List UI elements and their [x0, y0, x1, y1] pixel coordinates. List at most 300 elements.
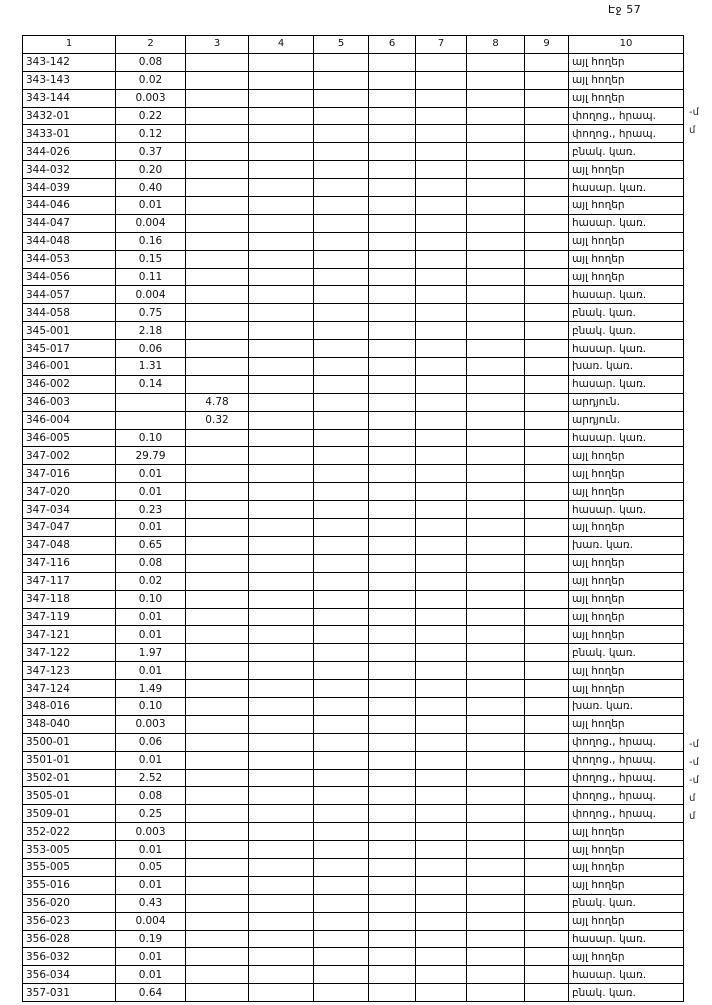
- empty-cell: [369, 465, 416, 483]
- area-value: 0.01: [116, 662, 186, 680]
- column-3-value: [186, 680, 249, 698]
- empty-cell: [416, 894, 467, 912]
- area-value: 2.52: [116, 769, 186, 787]
- empty-cell: [525, 536, 569, 554]
- empty-cell: [369, 501, 416, 519]
- empty-cell: [249, 787, 314, 805]
- empty-cell: [314, 286, 369, 304]
- empty-cell: [314, 340, 369, 358]
- parcel-code: 3509-01: [23, 805, 116, 823]
- empty-cell: [467, 465, 525, 483]
- empty-cell: [249, 912, 314, 930]
- empty-cell: [369, 304, 416, 322]
- empty-cell: [467, 733, 525, 751]
- empty-cell: [467, 429, 525, 447]
- empty-cell: [416, 841, 467, 859]
- empty-cell: [467, 644, 525, 662]
- table-row: [23, 751, 684, 769]
- empty-cell: [525, 966, 569, 984]
- table-row: [23, 501, 684, 519]
- column-3-value: [186, 197, 249, 215]
- table-row: [23, 179, 684, 197]
- empty-cell: [369, 89, 416, 107]
- empty-cell: [314, 393, 369, 411]
- column-3-value: [186, 375, 249, 393]
- empty-cell: [249, 626, 314, 644]
- empty-cell: [314, 626, 369, 644]
- empty-cell: [369, 179, 416, 197]
- empty-cell: [314, 125, 369, 143]
- empty-cell: [369, 268, 416, 286]
- column-3-value: [186, 894, 249, 912]
- table-row: [23, 876, 684, 894]
- empty-cell: [416, 715, 467, 733]
- table-row: [23, 197, 684, 215]
- empty-cell: [369, 536, 416, 554]
- land-use-type: փողոց., հրապ.: [569, 805, 684, 823]
- empty-cell: [467, 375, 525, 393]
- empty-cell: [416, 912, 467, 930]
- empty-cell: [467, 751, 525, 769]
- empty-cell: [416, 161, 467, 179]
- area-value: 0.01: [116, 751, 186, 769]
- land-use-type: այլ հողեր: [569, 465, 684, 483]
- empty-cell: [525, 626, 569, 644]
- empty-cell: [369, 232, 416, 250]
- empty-cell: [467, 286, 525, 304]
- empty-cell: [525, 232, 569, 250]
- area-value: 0.003: [116, 89, 186, 107]
- empty-cell: [369, 733, 416, 751]
- empty-cell: [314, 71, 369, 89]
- empty-cell: [416, 179, 467, 197]
- land-use-type: այլ հողեր: [569, 912, 684, 930]
- column-3-value: [186, 662, 249, 680]
- empty-cell: [314, 197, 369, 215]
- empty-cell: [467, 340, 525, 358]
- empty-cell: [467, 501, 525, 519]
- table-row: [23, 841, 684, 859]
- column-3-value: [186, 626, 249, 644]
- empty-cell: [249, 197, 314, 215]
- empty-cell: [249, 232, 314, 250]
- empty-cell: [314, 841, 369, 859]
- empty-cell: [249, 733, 314, 751]
- empty-cell: [416, 89, 467, 107]
- table-row: [23, 787, 684, 805]
- area-value: 0.01: [116, 483, 186, 501]
- column-3-value: [186, 429, 249, 447]
- land-use-type: այլ հողեր: [569, 858, 684, 876]
- land-use-type: այլ հողեր: [569, 608, 684, 626]
- area-value: 0.08: [116, 554, 186, 572]
- land-use-type: բնակ. կառ.: [569, 322, 684, 340]
- empty-cell: [467, 143, 525, 161]
- empty-cell: [416, 626, 467, 644]
- land-use-type: այլ հողեր: [569, 948, 684, 966]
- column-3-value: [186, 71, 249, 89]
- empty-cell: [314, 876, 369, 894]
- table-row: [23, 858, 684, 876]
- margin-annotation: -մ: [689, 739, 699, 751]
- empty-cell: [467, 608, 525, 626]
- table-row: [23, 268, 684, 286]
- empty-cell: [416, 465, 467, 483]
- table-row: [23, 53, 684, 71]
- empty-cell: [525, 787, 569, 805]
- empty-cell: [369, 697, 416, 715]
- table-row: [23, 71, 684, 89]
- table-row: [23, 393, 684, 411]
- area-value: 1.31: [116, 358, 186, 376]
- parcel-code: 356-032: [23, 948, 116, 966]
- empty-cell: [314, 89, 369, 107]
- empty-cell: [525, 697, 569, 715]
- empty-cell: [314, 536, 369, 554]
- empty-cell: [314, 214, 369, 232]
- empty-cell: [416, 876, 467, 894]
- empty-cell: [525, 286, 569, 304]
- area-value: 0.10: [116, 590, 186, 608]
- land-use-type: այլ հողեր: [569, 554, 684, 572]
- header-row: [23, 36, 684, 54]
- parcel-code: 344-048: [23, 232, 116, 250]
- empty-cell: [249, 107, 314, 125]
- empty-cell: [249, 358, 314, 376]
- empty-cell: [416, 823, 467, 841]
- empty-cell: [249, 519, 314, 537]
- empty-cell: [314, 680, 369, 698]
- column-3-value: [186, 787, 249, 805]
- land-use-type: փողոց., հրապ.: [569, 107, 684, 125]
- area-value: 0.20: [116, 161, 186, 179]
- table-row: [23, 161, 684, 179]
- column-3-value: [186, 322, 249, 340]
- table-row: [23, 894, 684, 912]
- empty-cell: [249, 393, 314, 411]
- empty-cell: [416, 304, 467, 322]
- land-use-type: այլ հողեր: [569, 519, 684, 537]
- empty-cell: [525, 858, 569, 876]
- empty-cell: [467, 268, 525, 286]
- parcel-code: 344-058: [23, 304, 116, 322]
- empty-cell: [467, 626, 525, 644]
- empty-cell: [416, 644, 467, 662]
- column-3-value: [186, 823, 249, 841]
- land-use-type: այլ հողեր: [569, 53, 684, 71]
- empty-cell: [467, 71, 525, 89]
- column-3-value: [186, 536, 249, 554]
- empty-cell: [525, 143, 569, 161]
- area-value: [116, 393, 186, 411]
- column-3-value: [186, 876, 249, 894]
- empty-cell: [525, 304, 569, 322]
- empty-cell: [525, 447, 569, 465]
- empty-cell: [467, 966, 525, 984]
- land-use-type: այլ հողեր: [569, 161, 684, 179]
- empty-cell: [369, 572, 416, 590]
- area-value: 0.004: [116, 214, 186, 232]
- land-use-type: այլ հողեր: [569, 590, 684, 608]
- area-value: 0.75: [116, 304, 186, 322]
- empty-cell: [249, 823, 314, 841]
- column-3-value: [186, 608, 249, 626]
- parcel-code: 356-020: [23, 894, 116, 912]
- empty-cell: [467, 858, 525, 876]
- empty-cell: [369, 358, 416, 376]
- land-use-type: այլ հողեր: [569, 715, 684, 733]
- empty-cell: [314, 358, 369, 376]
- empty-cell: [369, 197, 416, 215]
- area-value: 0.10: [116, 429, 186, 447]
- empty-cell: [249, 322, 314, 340]
- column-3-value: [186, 715, 249, 733]
- land-use-type: հասար. կառ.: [569, 340, 684, 358]
- margin-annotation: -մ: [689, 107, 699, 119]
- empty-cell: [249, 143, 314, 161]
- empty-cell: [416, 930, 467, 948]
- empty-cell: [525, 71, 569, 89]
- empty-cell: [525, 340, 569, 358]
- column-header: 1: [23, 36, 116, 54]
- empty-cell: [369, 966, 416, 984]
- table-row: [23, 715, 684, 733]
- column-3-value: [186, 930, 249, 948]
- land-use-type: այլ հողեր: [569, 572, 684, 590]
- empty-cell: [249, 930, 314, 948]
- area-value: 0.01: [116, 608, 186, 626]
- parcel-code: 352-022: [23, 823, 116, 841]
- land-use-type: հասար. կառ.: [569, 286, 684, 304]
- empty-cell: [416, 697, 467, 715]
- empty-cell: [416, 572, 467, 590]
- empty-cell: [249, 179, 314, 197]
- empty-cell: [314, 930, 369, 948]
- column-3-value: [186, 554, 249, 572]
- empty-cell: [416, 966, 467, 984]
- empty-cell: [467, 250, 525, 268]
- empty-cell: [525, 590, 569, 608]
- land-use-type: բնակ. կառ.: [569, 894, 684, 912]
- table-row: [23, 250, 684, 268]
- parcel-code: 346-002: [23, 375, 116, 393]
- empty-cell: [416, 608, 467, 626]
- empty-cell: [369, 894, 416, 912]
- parcel-code: 355-005: [23, 858, 116, 876]
- column-3-value: [186, 501, 249, 519]
- column-header: 10: [569, 36, 684, 54]
- area-value: 0.01: [116, 519, 186, 537]
- empty-cell: [467, 179, 525, 197]
- parcel-code: 344-026: [23, 143, 116, 161]
- empty-cell: [314, 483, 369, 501]
- empty-cell: [525, 912, 569, 930]
- empty-cell: [525, 197, 569, 215]
- column-3-value: [186, 912, 249, 930]
- table-row: [23, 912, 684, 930]
- empty-cell: [314, 662, 369, 680]
- empty-cell: [416, 948, 467, 966]
- empty-cell: [416, 214, 467, 232]
- empty-cell: [249, 948, 314, 966]
- column-header: 7: [416, 36, 467, 54]
- column-3-value: [186, 304, 249, 322]
- land-use-type: այլ հողեր: [569, 823, 684, 841]
- table-row: [23, 375, 684, 393]
- empty-cell: [416, 536, 467, 554]
- column-3-value: 4.78: [186, 393, 249, 411]
- table-row: [23, 125, 684, 143]
- empty-cell: [416, 858, 467, 876]
- table-row: [23, 662, 684, 680]
- parcel-code: 345-001: [23, 322, 116, 340]
- empty-cell: [249, 966, 314, 984]
- empty-cell: [416, 680, 467, 698]
- empty-cell: [249, 465, 314, 483]
- empty-cell: [467, 232, 525, 250]
- table-row: [23, 483, 684, 501]
- empty-cell: [467, 536, 525, 554]
- empty-cell: [369, 751, 416, 769]
- column-3-value: [186, 465, 249, 483]
- empty-cell: [249, 680, 314, 698]
- empty-cell: [525, 411, 569, 429]
- parcel-code: 347-118: [23, 590, 116, 608]
- parcel-code: 347-048: [23, 536, 116, 554]
- empty-cell: [369, 286, 416, 304]
- empty-cell: [314, 375, 369, 393]
- empty-cell: [369, 161, 416, 179]
- empty-cell: [467, 823, 525, 841]
- empty-cell: [369, 71, 416, 89]
- area-value: 0.004: [116, 912, 186, 930]
- empty-cell: [525, 751, 569, 769]
- column-3-value: [186, 214, 249, 232]
- column-header: 8: [467, 36, 525, 54]
- column-3-value: [186, 268, 249, 286]
- land-use-type: հասար. կառ.: [569, 375, 684, 393]
- empty-cell: [249, 715, 314, 733]
- empty-cell: [249, 411, 314, 429]
- empty-cell: [314, 805, 369, 823]
- column-3-value: [186, 572, 249, 590]
- column-3-value: [186, 161, 249, 179]
- table-row: [23, 340, 684, 358]
- area-value: 0.65: [116, 536, 186, 554]
- empty-cell: [314, 304, 369, 322]
- land-use-type: հասար. կառ.: [569, 214, 684, 232]
- empty-cell: [416, 71, 467, 89]
- area-value: 1.49: [116, 680, 186, 698]
- area-value: 0.16: [116, 232, 186, 250]
- area-value: [116, 411, 186, 429]
- empty-cell: [416, 125, 467, 143]
- empty-cell: [525, 644, 569, 662]
- empty-cell: [467, 53, 525, 71]
- column-3-value: [186, 107, 249, 125]
- empty-cell: [249, 286, 314, 304]
- empty-cell: [467, 358, 525, 376]
- land-use-type: այլ հողեր: [569, 662, 684, 680]
- parcel-code: 347-016: [23, 465, 116, 483]
- empty-cell: [249, 984, 314, 1002]
- empty-cell: [416, 322, 467, 340]
- empty-cell: [249, 876, 314, 894]
- empty-cell: [314, 590, 369, 608]
- empty-cell: [525, 53, 569, 71]
- empty-cell: [525, 984, 569, 1002]
- land-use-type: հասար. կառ.: [569, 429, 684, 447]
- land-use-type: այլ հողեր: [569, 447, 684, 465]
- empty-cell: [525, 805, 569, 823]
- land-use-type: այլ հողեր: [569, 197, 684, 215]
- column-header: 3: [186, 36, 249, 54]
- empty-cell: [416, 393, 467, 411]
- table-row: [23, 572, 684, 590]
- empty-cell: [369, 680, 416, 698]
- empty-cell: [416, 250, 467, 268]
- empty-cell: [369, 823, 416, 841]
- area-value: 0.02: [116, 572, 186, 590]
- empty-cell: [467, 930, 525, 948]
- area-value: 0.01: [116, 197, 186, 215]
- empty-cell: [369, 250, 416, 268]
- empty-cell: [525, 393, 569, 411]
- empty-cell: [369, 107, 416, 125]
- table-row: [23, 733, 684, 751]
- empty-cell: [249, 304, 314, 322]
- table-row: [23, 214, 684, 232]
- land-use-type: փողոց., հրապ.: [569, 733, 684, 751]
- table-row: [23, 680, 684, 698]
- column-3-value: [186, 232, 249, 250]
- area-value: 0.23: [116, 501, 186, 519]
- empty-cell: [467, 715, 525, 733]
- area-value: 1.97: [116, 644, 186, 662]
- empty-cell: [467, 787, 525, 805]
- empty-cell: [467, 662, 525, 680]
- empty-cell: [369, 429, 416, 447]
- empty-cell: [314, 769, 369, 787]
- parcel-code: 3433-01: [23, 125, 116, 143]
- area-value: 0.14: [116, 375, 186, 393]
- area-value: 0.05: [116, 858, 186, 876]
- empty-cell: [369, 590, 416, 608]
- empty-cell: [525, 662, 569, 680]
- parcel-code: 348-016: [23, 697, 116, 715]
- empty-cell: [314, 232, 369, 250]
- land-use-type: այլ հողեր: [569, 71, 684, 89]
- empty-cell: [249, 483, 314, 501]
- empty-cell: [314, 733, 369, 751]
- area-value: 0.37: [116, 143, 186, 161]
- area-value: 0.02: [116, 71, 186, 89]
- area-value: 0.06: [116, 340, 186, 358]
- area-value: 2.18: [116, 322, 186, 340]
- land-use-type: արդյուն.: [569, 411, 684, 429]
- parcel-code: 346-005: [23, 429, 116, 447]
- parcel-code: 347-020: [23, 483, 116, 501]
- area-value: 0.003: [116, 823, 186, 841]
- land-use-type: հասար. կառ.: [569, 179, 684, 197]
- empty-cell: [467, 590, 525, 608]
- empty-cell: [467, 572, 525, 590]
- empty-cell: [416, 984, 467, 1002]
- empty-cell: [314, 751, 369, 769]
- empty-cell: [314, 161, 369, 179]
- empty-cell: [416, 232, 467, 250]
- land-use-type: խառ. կառ.: [569, 358, 684, 376]
